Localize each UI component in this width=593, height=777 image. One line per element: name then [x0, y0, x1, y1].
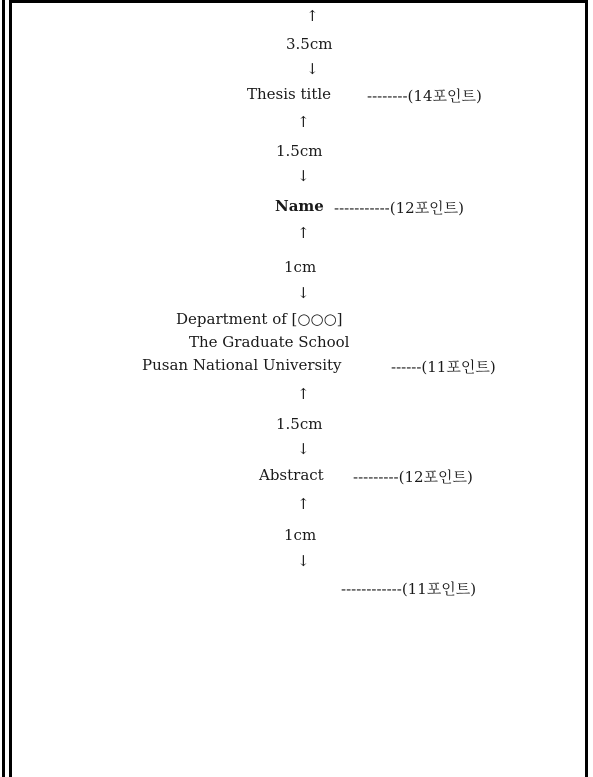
- graduate-school: The Graduate School: [189, 333, 350, 351]
- arrow-down: ↓: [297, 284, 310, 302]
- spacing-label-3: 1.5cm: [276, 415, 323, 433]
- arrow-up: ↑: [297, 385, 310, 403]
- affiliation-size-note: ------(11포인트): [391, 358, 496, 376]
- spacing-label-2: 1cm: [284, 258, 317, 276]
- author-name: Name: [275, 197, 324, 215]
- abstract-size-note: ---------(12포인트): [353, 468, 473, 486]
- arrow-down: ↓: [297, 440, 310, 458]
- university: Pusan National University: [142, 356, 342, 374]
- department: Department of [○○○]: [176, 310, 343, 328]
- thesis-title: Thesis title: [247, 85, 332, 103]
- left-border-rule: [2, 0, 5, 777]
- spacing-label-4: 1cm: [284, 526, 317, 544]
- abstract-heading: Abstract: [259, 466, 324, 484]
- spacing-label-1: 1.5cm: [276, 142, 323, 160]
- arrow-down: ↓: [297, 552, 310, 570]
- arrow-up: ↑: [297, 113, 310, 131]
- name-size-note: -----------(12포인트): [334, 199, 465, 217]
- arrow-up: ↑: [306, 7, 319, 25]
- body-size-note: ------------(11포인트): [341, 580, 477, 598]
- arrow-down: ↓: [297, 167, 310, 185]
- arrow-down: ↓: [306, 60, 319, 78]
- arrow-up: ↑: [297, 495, 310, 513]
- arrow-up: ↑: [297, 224, 310, 242]
- title-size-note: --------(14포인트): [367, 87, 482, 105]
- spacing-label-top: 3.5cm: [286, 35, 333, 53]
